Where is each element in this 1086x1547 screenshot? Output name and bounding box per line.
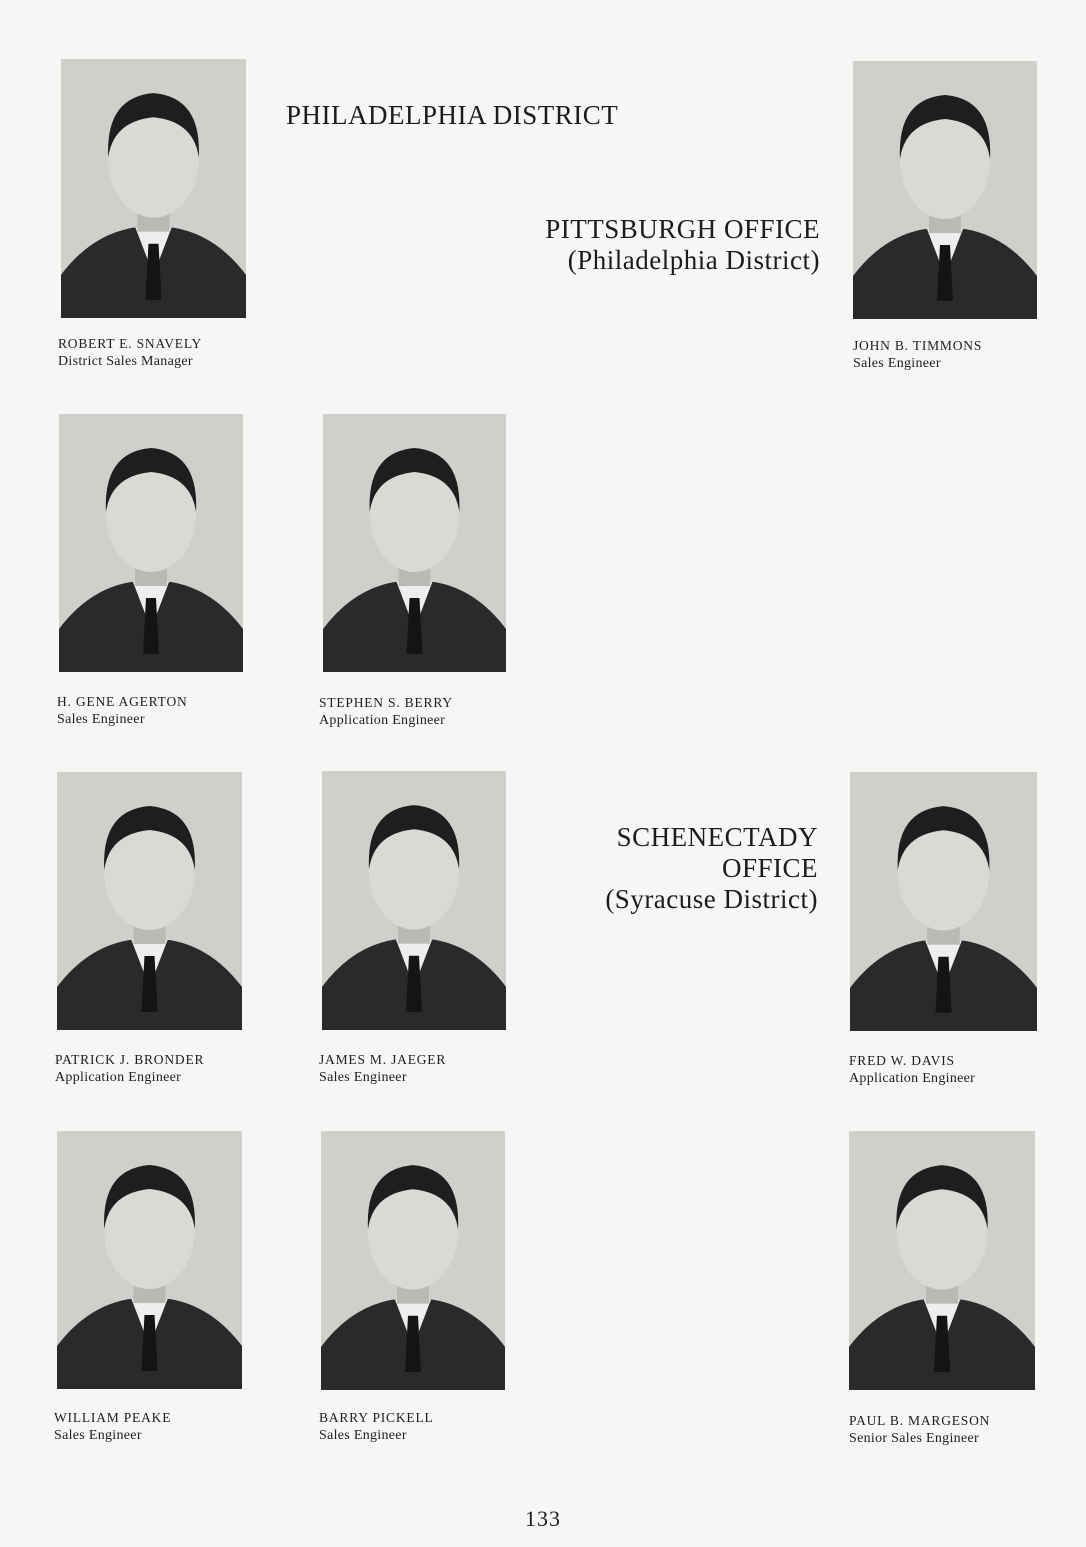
person-title: Application Engineer [319, 713, 446, 728]
portrait-photo-6 [322, 771, 506, 1030]
portrait-silhouette-icon [59, 414, 243, 672]
person-title: Sales Engineer [853, 356, 941, 371]
caption-7 [849, 1052, 975, 1088]
portrait-photo-2 [853, 61, 1037, 319]
caption-6 [319, 1051, 446, 1087]
page-number: 133 [525, 1506, 561, 1531]
person-name: H. GENE AGERTON [57, 694, 188, 709]
person-name: PATRICK J. BRONDER [55, 1052, 205, 1067]
portrait-photo-4 [323, 414, 506, 672]
person-name: STEPHEN S. BERRY [319, 695, 453, 710]
portrait-photo-3 [59, 414, 243, 672]
portrait-photo-7 [850, 772, 1037, 1031]
caption-8 [54, 1409, 171, 1445]
portrait-photo-8 [57, 1131, 242, 1389]
pittsburgh-office-heading [480, 214, 820, 276]
person-title: Senior Sales Engineer [849, 1431, 979, 1446]
portrait-silhouette-icon [61, 59, 246, 318]
person-name: ROBERT E. SNAVELY [58, 336, 203, 351]
pittsburgh-office-title: PITTSBURGH OFFICE [545, 214, 820, 244]
portrait-silhouette-icon [322, 771, 506, 1030]
person-title: District Sales Manager [58, 354, 193, 369]
person-title: Sales Engineer [319, 1428, 407, 1443]
portrait-photo-10 [849, 1131, 1035, 1390]
schenectady-office-title-line1: SCHENECTADY [616, 822, 818, 852]
caption-5 [55, 1051, 204, 1087]
person-title: Sales Engineer [319, 1070, 407, 1085]
caption-4 [319, 694, 453, 730]
person-title: Application Engineer [849, 1071, 976, 1086]
portrait-silhouette-icon [853, 61, 1037, 319]
philadelphia-district-heading: PHILADELPHIA DISTRICT [286, 100, 619, 130]
person-title: Application Engineer [55, 1070, 182, 1085]
portrait-silhouette-icon [321, 1131, 505, 1390]
caption-1 [58, 335, 202, 371]
portrait-silhouette-icon [57, 772, 242, 1030]
person-name: WILLIAM PEAKE [54, 1410, 172, 1425]
portrait-silhouette-icon [323, 414, 506, 672]
person-name: FRED W. DAVIS [849, 1053, 955, 1068]
schenectady-office-heading [540, 822, 818, 915]
person-title: Sales Engineer [57, 712, 145, 727]
caption-10 [849, 1412, 990, 1448]
portrait-silhouette-icon [849, 1131, 1035, 1390]
person-name: JOHN B. TIMMONS [853, 338, 983, 353]
portrait-photo-9 [321, 1131, 505, 1390]
caption-9 [319, 1409, 434, 1445]
portrait-photo-1 [61, 59, 246, 318]
caption-3 [57, 693, 188, 729]
portrait-silhouette-icon [57, 1131, 242, 1389]
portrait-silhouette-icon [850, 772, 1037, 1031]
person-name: JAMES M. JAEGER [319, 1052, 447, 1067]
person-title: Sales Engineer [54, 1428, 142, 1443]
caption-2 [853, 337, 982, 373]
schenectady-office-title-line2: OFFICE [721, 853, 818, 883]
portrait-photo-5 [57, 772, 242, 1030]
person-name: BARRY PICKELL [319, 1410, 434, 1425]
person-name: PAUL B. MARGESON [849, 1413, 991, 1428]
schenectady-office-subtitle: (Syracuse District) [605, 884, 818, 914]
pittsburgh-office-subtitle: (Philadelphia District) [567, 245, 820, 275]
